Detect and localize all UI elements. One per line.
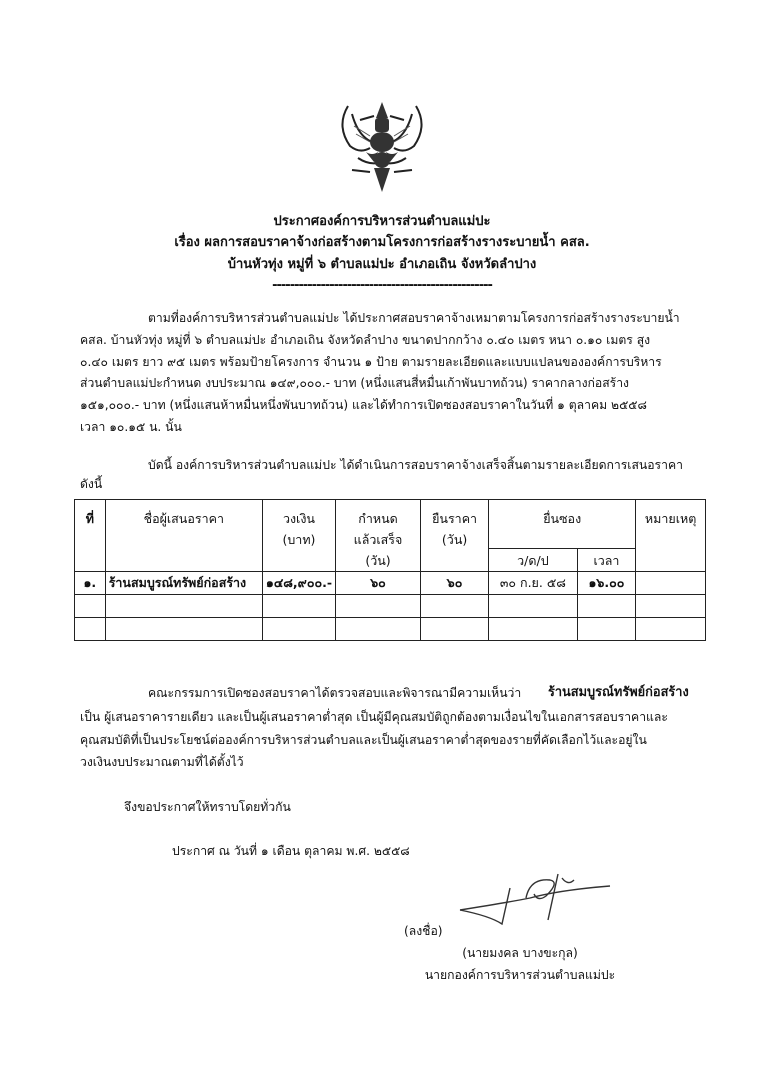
cell-remark <box>636 618 706 641</box>
cell-no: ๑. <box>75 572 106 595</box>
para1-line: เวลา ๑๐.๑๕ น. นั้น <box>80 420 182 434</box>
col-header-amount-line2: (บาท) <box>282 532 316 547</box>
cell-bidder: ร้านสมบูรณ์ทรัพย์ก่อสร้าง <box>105 572 262 595</box>
cell-deadline: ๖๐ <box>336 572 421 595</box>
cell-date: ๓๐ ก.ย. ๕๘ <box>489 572 577 595</box>
cell-bidder <box>105 618 262 641</box>
col-header-submit: ยื่นซอง <box>489 500 636 549</box>
cell-time <box>577 618 636 641</box>
para2-line: บัดนี้ องค์การบริหารส่วนตำบลแม่ปะ ได้ดำเนินการสอบราคาจ้างเสร็จสิ้นตามรายละเอียดการเสนอราคา <box>148 458 683 472</box>
signer-position: นายกองค์การบริหารส่วนตำบลแม่ปะ <box>424 968 616 982</box>
table-row <box>75 618 706 641</box>
cell-amount <box>262 595 335 618</box>
cell-amount: ๑๔๘,๙๐๐.- <box>262 572 335 595</box>
col-header-remark: หมายเหตุ <box>636 500 706 572</box>
announce-date: ประกาศ ณ วันที่ ๑ เดือน ตุลาคม พ.ศ. ๒๕๕๘ <box>172 844 410 858</box>
col-header-submit-date: ว/ด/ป <box>489 549 577 572</box>
cell-validity <box>421 595 489 618</box>
col-header-bidder: ชื่อผู้เสนอราคา <box>105 500 262 572</box>
cell-deadline <box>336 595 421 618</box>
col-header-validity <box>421 500 489 572</box>
para3-line: เป็น ผู้เสนอราคารายเดียว และเป็นผู้เสนอราคาต่ำสุด เป็นผู้มีคุณสมบัติถูกต้องตามเงื่อนไขในเอกสารสอบราคาและ <box>80 710 668 724</box>
signature-image <box>450 868 625 928</box>
winner-name: ร้านสมบูรณ์ทรัพย์ก่อสร้าง <box>548 685 689 700</box>
para2-line: ดังนี้ <box>80 477 103 491</box>
col-header-amount-line1: วงเงิน <box>282 511 315 526</box>
signer-name: (นายมงคล บางขะกุล) <box>462 946 578 960</box>
table-row <box>75 595 706 618</box>
col-header-amount <box>262 500 335 572</box>
para1-line: ๑๕๑,๐๐๐.- บาท (หนึ่งแสนห้าหมื่นหนึ่งพันบาทถ้วน) และได้ทำการเปิดซองสอบราคาในวันที่ ๑ ตุลาคม ๒๕๕๘ <box>80 398 647 412</box>
bid-results-table <box>74 499 706 641</box>
table-row <box>75 572 706 595</box>
cell-deadline <box>336 618 421 641</box>
doc-title-location: บ้านหัวทุ่ง หมู่ที่ ๖ ตำบลแม่ปะ อำเภอเถิน จังหวัดลำปาง <box>227 257 537 272</box>
para1-line: คสล. บ้านหัวทุ่ง หมู่ที่ ๖ ตำบลแม่ปะ อำเภอเถิน จังหวัดลำปาง ขนาดปากกว้าง ๐.๔๐ เมตร หนา ๐.๑๐ เมตร สูง <box>80 333 651 347</box>
cell-no <box>75 618 106 641</box>
garuda-emblem <box>330 96 434 196</box>
para1-line: ตามที่องค์การบริหารส่วนตำบลแม่ปะ ได้ประกาศสอบราคาจ้างเหมาตามโครงการก่อสร้างรางระบายน้ำ <box>148 311 680 325</box>
para1-line: ส่วนตำบลแม่ปะกำหนด งบประมาณ ๑๔๙,๐๐๐.- บาท (หนึ่งแสนสี่หมื่นเก้าพันบาทถ้วน) ราคากลางก่อสร้าง <box>80 376 629 390</box>
title-divider: -------------------------------------------------- <box>272 278 492 293</box>
col-header-deadline-line2: แล้วเสร็จ <box>353 532 403 547</box>
cell-date <box>489 618 577 641</box>
col-header-deadline-line3: (วัน) <box>365 553 391 568</box>
para3-line: คณะกรรมการเปิดซองสอบราคาได้ตรวจสอบและพิจารณามีความเห็นว่า <box>148 686 522 700</box>
doc-title-subject: เรื่อง ผลการสอบราคาจ้างก่อสร้างตามโครงการก่อสร้างรางระบายน้ำ คสล. <box>174 235 590 250</box>
cell-validity: ๖๐ <box>421 572 489 595</box>
cell-remark <box>636 595 706 618</box>
doc-title-agency: ประกาศองค์การบริหารส่วนตำบลแม่ปะ <box>273 214 491 229</box>
cell-time: ๑๖.๐๐ <box>577 572 636 595</box>
cell-date <box>489 595 577 618</box>
closing-text: จึงขอประกาศให้ทราบโดยทั่วกัน <box>124 800 291 814</box>
cell-time <box>577 595 636 618</box>
col-header-submit-time: เวลา <box>577 549 636 572</box>
cell-no <box>75 595 106 618</box>
cell-validity <box>421 618 489 641</box>
cell-amount <box>262 618 335 641</box>
para3-line: วงเงินงบประมาณตามที่ได้ตั้งไว้ <box>80 755 244 769</box>
para3-line: คุณสมบัติที่เป็นประโยชน์ต่อองค์การบริหารส่วนตำบลและเป็นผู้เสนอราคาต่ำสุดของรายที่คัดเลือกไว้และอยู่ใน <box>80 733 647 747</box>
table-header-row <box>75 500 706 549</box>
cell-bidder <box>105 595 262 618</box>
col-header-validity-line1: ยืนราคา <box>432 511 478 526</box>
cell-remark <box>636 572 706 595</box>
col-header-deadline-line1: กำหนด <box>358 511 398 526</box>
col-header-deadline <box>336 500 421 572</box>
col-header-no: ที่ <box>75 500 106 572</box>
col-header-validity-line2: (วัน) <box>441 532 468 547</box>
sign-label: (ลงชื่อ) <box>404 924 443 938</box>
para1-line: ๐.๔๐ เมตร ยาว ๙๕ เมตร พร้อมป้ายโครงการ จำนวน ๑ ป้าย ตามรายละเอียดและแบบแปลนขององค์การบริหาร <box>80 355 662 369</box>
